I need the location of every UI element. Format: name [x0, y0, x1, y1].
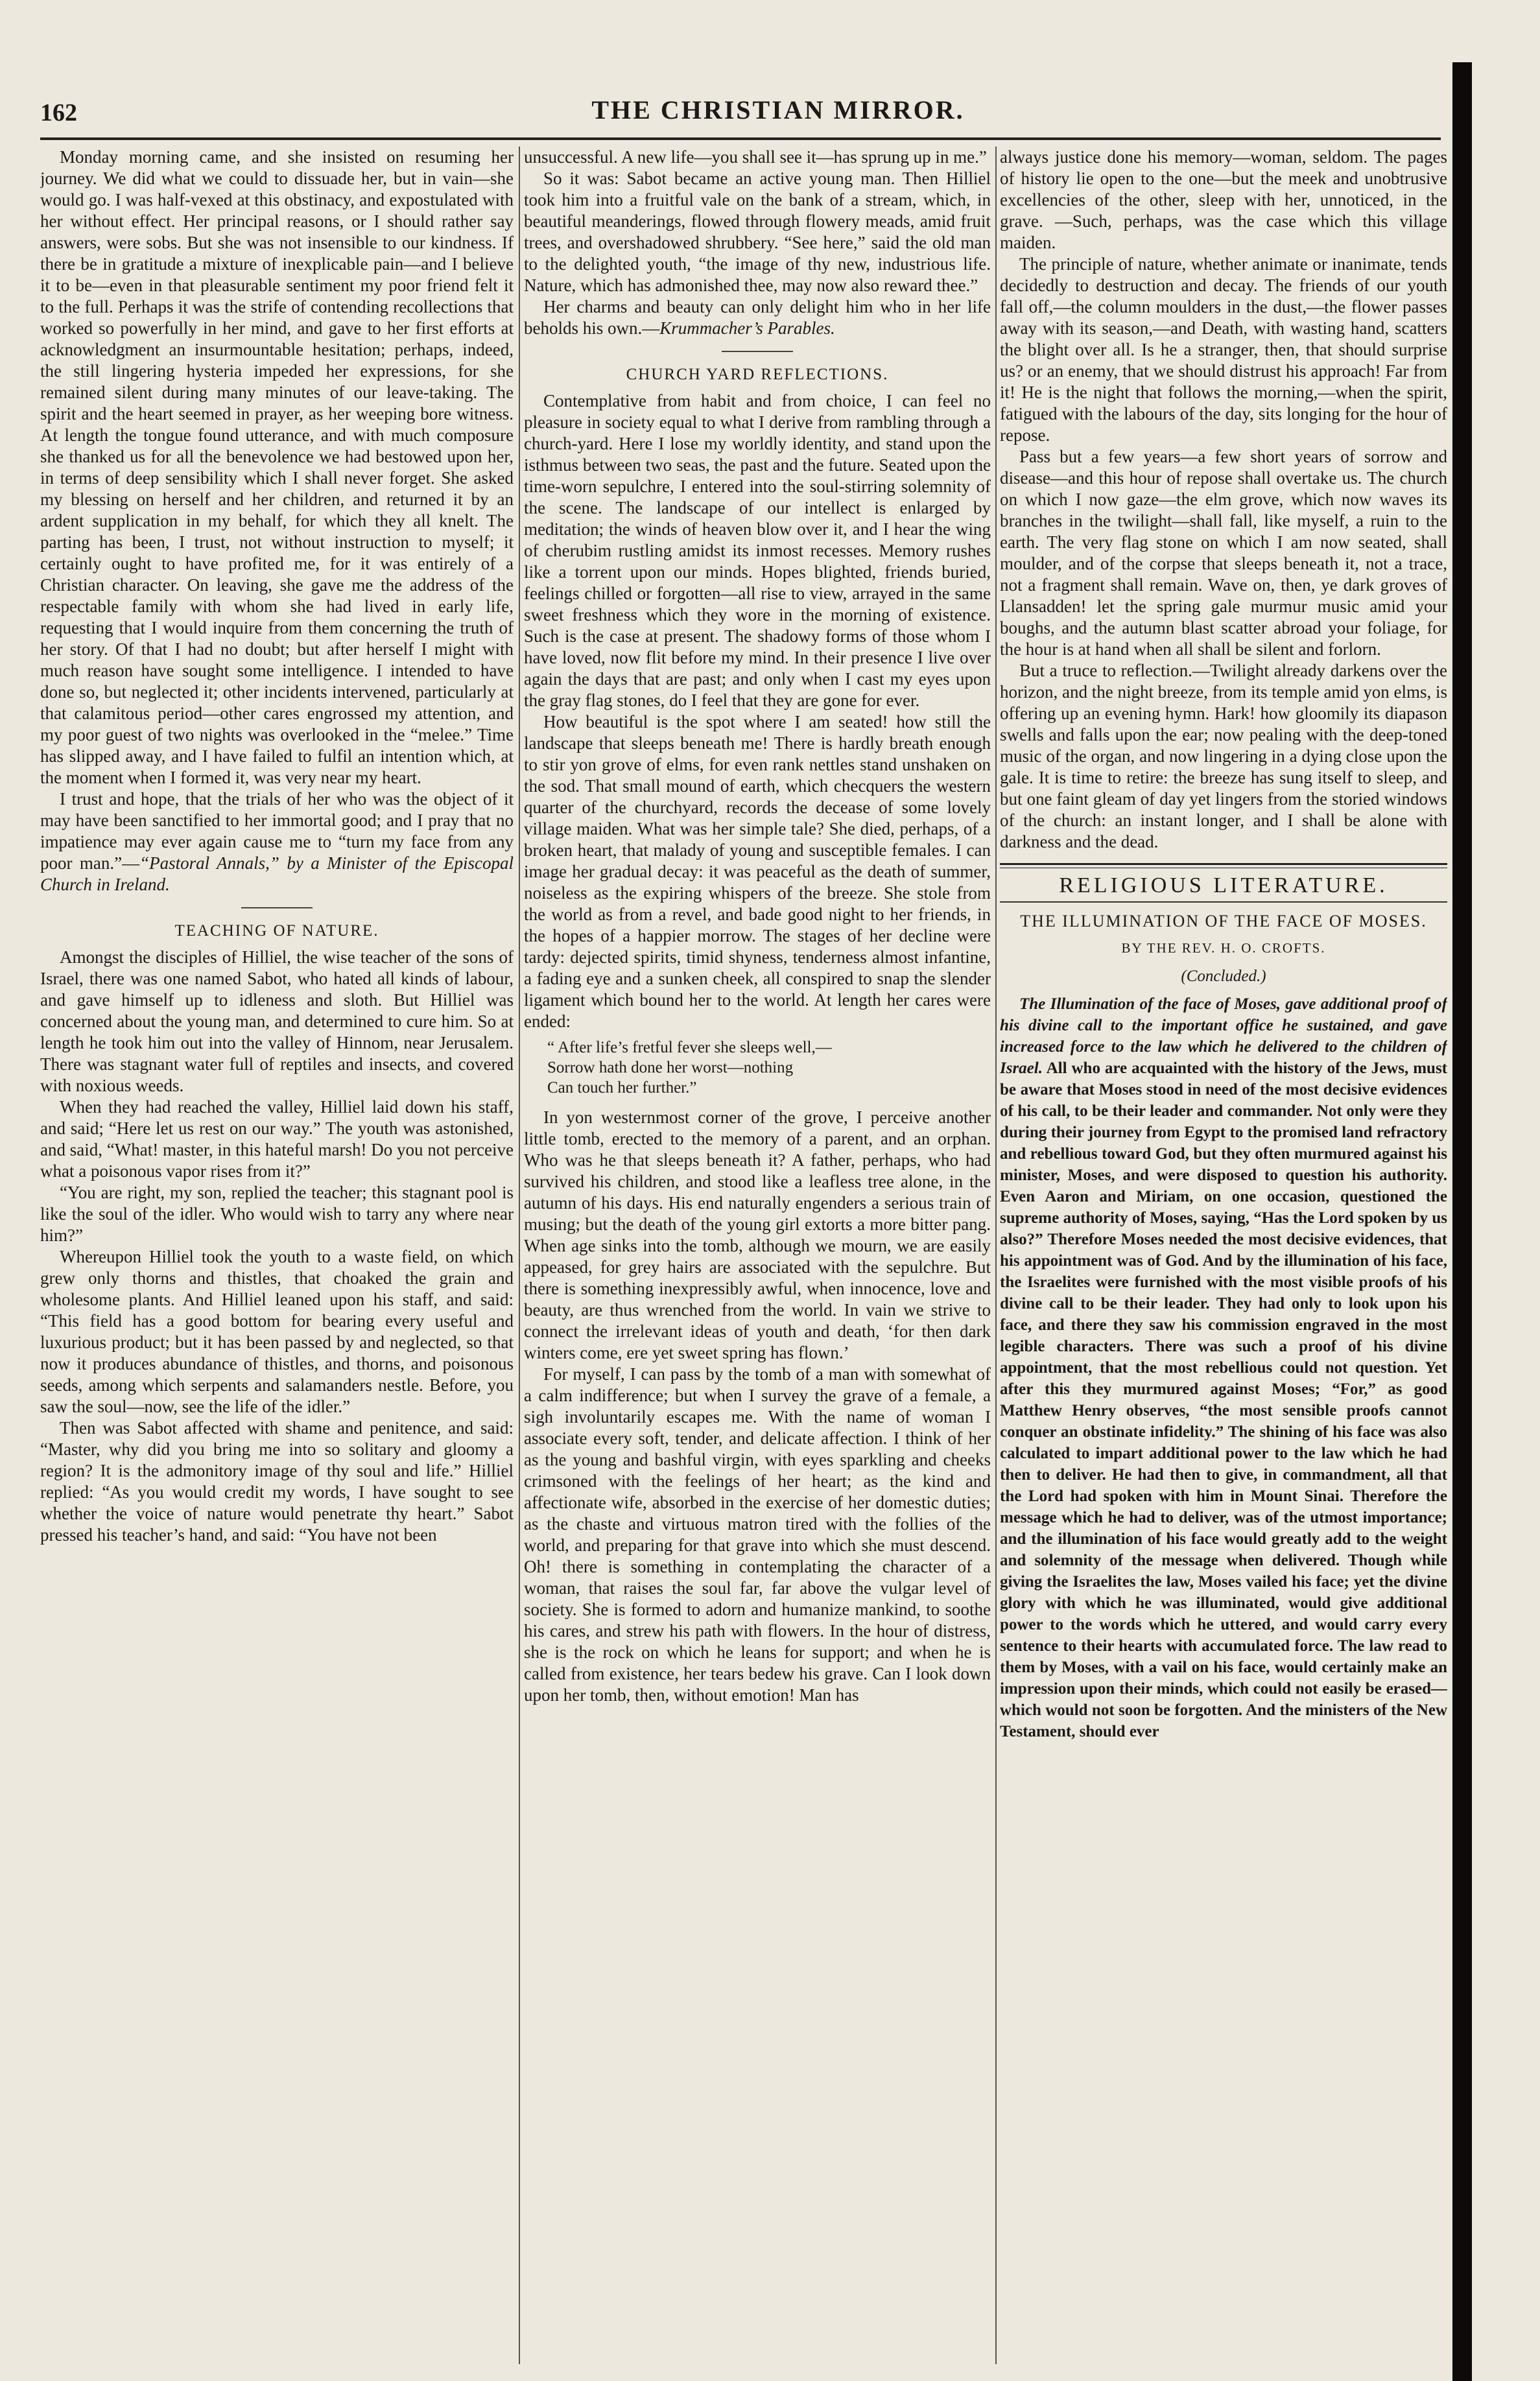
section-divider [722, 351, 793, 352]
byline: BY THE REV. H. O. CROFTS. [1121, 940, 1326, 956]
paragraph [524, 296, 991, 339]
heading-rule [1000, 901, 1447, 903]
section-divider [1000, 863, 1447, 868]
page-number: 162 [40, 99, 77, 126]
paragraph: unsuccessful. A new life—you shall see it—has sprung up in me.” [524, 147, 987, 167]
section-heading: RELIGIOUS LITERATURE. [1059, 873, 1388, 897]
source-attribution: Krummacher’s Parables. [659, 318, 835, 338]
paragraph [1000, 993, 1447, 1742]
paragraph: Amongst the disciples of Hilliel, the wise teacher of the sons of Israel, there was one named Sabot, who hated all kinds of labour, and gave himself up to idleness and sloth. But Hilliel was concerned about the young man, and determined to cure him. So at length he took him out into the valley of Hinnom, near Jerusalem. There was stagnant water full of reptiles and insects, and covered with noxious weeds. [40, 947, 514, 1095]
verse-line: “ After life’s fretful fever she sleeps well,— [547, 1039, 832, 1056]
column-3 [1000, 147, 1447, 2364]
paragraph: So it was: Sabot became an active young man. Then Hilliel took him into a fruitful vale on the bank of a stream, which, in beautiful meanderings, flowed through flowery meads, amid fruit trees, and overshadowed shrubbery. “See here,” said the old man to the delighted youth, “the image of thy new, industrious life. Nature, which has admonished thee, may now also reward thee.” [524, 169, 991, 295]
paragraph: But a truce to reflection.—Twilight already darkens over the horizon, and the night breeze, from its temple amid yon elms, is offering up an evening hymn. Hark! how gloomily its diapason swells and falls upon the ear; now pealing with the deep-toned music of the organ, and now lingering in a dying close upon the gale. It is time to retire: the breeze has sung itself to sleep, and but one faint gleam of day yet lingers from the storied windows of the church: an instant longer, and I shall be alone with darkness and the dead. [1000, 661, 1447, 851]
paragraph: For myself, I can pass by the tomb of a man with somewhat of a calm indifference; but when I survey the grave of a female, a sigh involuntarily escapes me. With the name of woman I associate every soft, tender, and delicate affection. I think of her as the young and bashful virgin, with eyes sparkling and cheeks crimsoned with the feelings of her heart; as the kind and affectionate wife, absorbed in the exercise of her domestic duties; as the chaste and virtuous matron tired with the follies of the world, and preparing for that grave into which she must descend. Oh! there is something in contemplating the character of a woman, that raises the soul far, far above the vulgar level of society. She is formed to adorn and humanize mankind, to soothe his cares, and strew his path with flowers. In the hour of distress, she is the rock on which he leans for support; and when he is called from existence, her tears bedew his grave. Can I look down upon her tomb, then, without emotion! Man has [524, 1364, 991, 1705]
paragraph: “You are right, my son, replied the teacher; this stagnant pool is like the soul of the idler. Who would wish to tarry any where near him?” [40, 1183, 514, 1245]
paragraph [40, 788, 514, 895]
verse-line: Sorrow hath done her worst—nothing [547, 1059, 794, 1076]
column-1 [40, 147, 514, 2364]
paragraph-text: I trust and hope, that the trials of her who was the object of it may have been sanctified to her immortal good; and I pray that no impatience may ever again cause me to “turn my face from any poor man.”— [40, 789, 514, 873]
verse-line: Can touch her further.” [547, 1079, 697, 1096]
paragraph-text: All who are acquainted with the history of the Jews, must be aware that Moses stood in need of the most decisive evidences of his call, to be their leader and commander. Not only were they during their journey from Egypt to the promised land refractory and rebellious toward God, but they often murmured against his minister, Moses, and were disposed to question his authority. Even Aaron and Miriam, on one occasion, questioned the supreme authority of Moses, saying, “Has the Lord spoken by us also?” Therefore Moses needed the most decisive evidences, that his appointment was of God. And by the illumination of his face, the Israelites were furnished with the most visible proofs of his divine call to be their leader. They had only to look upon his face, and there they saw his commission engraved in the most legible characters. There was such a proof of his divine appointment, that the most rebellious could not question. Yet after this they murmured against Moses; “For,” as good Matthew Henry observes, “the most sensible proofs cannot conquer an obstinate infidelity.” The shining of his face was also calculated to impart additional power to the law which he had then to deliver. He had then to give, in commandment, all that the Lord had spoken with him in Mount Sinai. Therefore the message which he had to deliver, was of the utmost importance; and the illumination of his face would greatly add to the weight and solemnity of the message when delivered. Though while giving the Israelites the law, Moses vailed his face; yet the divine glory with which he was illuminated, would give additional power to the words which he uttered, and would carry every sentence to their hearts with accumulated force. The law read to them by Moses, with a vail on his face, would certainly make an impression upon their minds, which could not easily be erased—which would not soon be forgotten. And the ministers of the New Testament, should ever [1000, 1060, 1447, 1740]
verse-quote [547, 1037, 991, 1098]
paragraph: Monday morning came, and she insisted on resuming her journey. We did what we could to dissuade her, but in vain—she would go. I was half-vexed at this obstinacy, and expostulated with her without effect. Her principal reasons, or I should rather say answers, were sobs. But she was not insensible to our kindness. If there be in gratitude a mixture of inexplicable pain—and I believe it to be—even in that pleasurable sentiment my poor friend felt it to the full. Perhaps it was the strife of contending recollections that worked so powerfully in her mind, and gave to her first efforts at acknowledgment an insurmountable hesitation; perhaps, indeed, the still lingering hysteria impeded her expressions, for she remained silent during many minutes of our leave-taking. The spirit and the heart seemed in prayer, as her weeping bore witness. At length the tongue found utterance, and with much composure she thanked us for all the benevolence we had bestowed upon her, in terms of deep sensibility which I shall never forget. She asked my blessing on herself and her children, and returned it by an ardent supplication in my behalf, for which they all knelt. The parting has been, I trust, not without instruction to myself; it certainly ought to have profited me, for it was entirely of a Christian character. On leaving, she gave me the address of the respectable family with whom she had lived in early life, requesting that I would inquire from them concerning the truth of her story. Of that I had no doubt; but after herself I might with much reason have sought some intelligence. I intended to have done so, but neglected it; other incidents intervened, particularly at that calamitous period—other cares engrossed my attention, and my poor guest of two nights was overlooked in the “melee.” Time has slipped away, and I have failed to fulfil an intention which, at the moment when I formed it, was very near my heart. [40, 147, 514, 787]
section-title: CHURCH YARD REFLECTIONS. [626, 366, 889, 383]
running-title: THE CHRISTIAN MIRROR. [591, 95, 965, 124]
paragraph: Pass but a few years—a few short years of sorrow and disease—and this hour of repose shall overtake us. The church on which I now gaze—the elm grove, which now waves its branches in the twilight—shall fall, like myself, a ruin to the earth. The very flag stone on which I am now seated, shall moulder, and of the corpse that sleeps beneath it, not a trace, not a fragment shall remain. Wave on, then, ye dark groves of Llansadden! let the spring gale murmur music amid your boughs, and the autumn blast scatter abroad your foliage, for the hour is at hand when all shall be silent and forlorn. [1000, 447, 1447, 659]
column-divider [995, 147, 997, 2364]
header-rule [40, 137, 1441, 140]
paragraph-text: Her charms and beauty can only delight him who in her life beholds his own.— [524, 297, 991, 338]
section-title: TEACHING OF NATURE. [174, 922, 379, 940]
paragraph: How beautiful is the spot where I am seated! how still the landscape that sleeps beneath me! There is hardly breath enough to stir yon grove of elms, for even rank nettles stand unshaken on the sod. That small mound of earth, which checquers the western quarter of the churchyard, records the decease of some lovely village maiden. What was her simple tale? She died, perhaps, of a broken heart, that malady of young and susceptible females. I can image her gradual decay: it was peaceful as the death of summer, noiseless as the expiring whispers of the breeze. She stole from the world as from a revel, and bade good night to her friends, in the hopes of a happier morrow. The stages of her decline were tardy: dejected spirits, timid shyness, tenderness almost infantine, a fading eye and a sunken cheek, all conspired to snap the slender ligament which bound her to the world. At length her cares were ended: [524, 712, 991, 1031]
paragraph: Contemplative from habit and from choice, I can feel no pleasure in society equal to what I derive from rambling through a church-yard. Here I lose my worldly identity, and stand upon the isthmus between two seas, the past and the future. Seated upon the time-worn sepulchre, I entered into the soul-stirring solemnity of the scene. The landscape of our intellect is enlarged by meditation; the winds of heaven blow over it, and I hear the wing of cherubim rustling amidst its inmost recesses. Memory rushes like a torrent upon our minds. Hopes blighted, friends buried, feelings chilled or forgotten—all rise to view, arrayed in the same sweet freshness which they wore in the morning of existence. Such is the case at present. The shadowy forms of those whom I have loved, now flit before my mind. In their presence I live over again the days that are past; and only when I cast my eyes upon the gray flag stones, do I feel that they are gone for ever. [524, 391, 991, 710]
paragraph: In yon westernmost corner of the grove, I perceive another little tomb, erected to the memory of a parent, and an orphan. Who was he that sleeps beneath it? A father, perhaps, who had survived his children, and stood like a leafless tree alone, in the autumn of his days. His end naturally engenders a serious train of musing; but the death of the young girl extorts a more bitter pang. When age sinks into the tomb, although we mourn, we are easily appeased, for grey hairs are associated with the sepulchre. But there is something inexpressibly awful, when innocence, love and beauty, are thus wrenched from the world. In vain we strive to connect the irrelevant ideas of youth and death, ‘for then dark winters come, ere yet sweet spring has flown.’ [524, 1108, 991, 1362]
paragraph: Whereupon Hilliel took the youth to a waste field, on which grew only thorns and thistles, that choaked the grain and wholesome plants. And Hilliel leaned upon his staff, and said: “This field has a good bottom for bearing every useful and luxurious product; but it has been passed by and neglected, so that now it produces abundance of thistles, and thorns, and poisonous seeds, among which serpents and salamanders nestle. Before, you saw the soul—now, see the life of the idler.” [40, 1247, 514, 1416]
continuation-note: (Concluded.) [1181, 967, 1266, 985]
paragraph: Then was Sabot affected with shame and penitence, and said: “Master, why did you bring me into so solitary and gloomy a region? It is the admonitory image of thy soul and life.” Hilliel replied: “As you would credit my words, I have sought to see whether the voice of nature would penetrate thy heart.” Sabot pressed his teacher’s hand, and said: “You have not been [40, 1418, 514, 1545]
paragraph: always justice done his memory—woman, seldom. The pages of history lie open to the one—but the meek and unobtrusive excellencies of the other, sleep with her, unnoticed, in the grave. —Such, perhaps, was the case which this village maiden. [1000, 147, 1447, 252]
article-title: THE ILLUMINATION OF THE FACE OF MOSES. [1020, 912, 1427, 930]
lead-sentence: The Illumination of the face of Moses, gave additional proof of his divine call to the important office he sustained, and gave increased force to the law which he delivered to the children of Israel. [1000, 995, 1447, 1077]
paragraph: When they had reached the valley, Hilliel laid down his staff, and said; “Here let us rest on our way.” The youth was astonished, and said, “What! master, in this hateful marsh! Do you not perceive what a poisonous vapor rises from it?” [40, 1097, 514, 1181]
section-divider [241, 907, 313, 908]
paragraph: The principle of nature, whether animate or inanimate, tends decidedly to destruction and decay. The friends of our youth fall off,—the column moulders in the dust,—the flower passes away with its season,—and Death, with wasting hand, scatters the blight over all. Is he a stranger, then, that should surprise us? or an enemy, that we should distrust his approach! Far from it! He is the night that follows the morning,—when the spirit, fatigued with the labours of the day, sits longing for the hour of repose. [1000, 254, 1447, 445]
source-attribution: “Pastoral Annals,” by a Minister of the Episcopal Church in Ireland. [40, 853, 514, 894]
column-2 [524, 147, 991, 2364]
column-divider [519, 147, 520, 2364]
scan-border [1452, 62, 1472, 2381]
